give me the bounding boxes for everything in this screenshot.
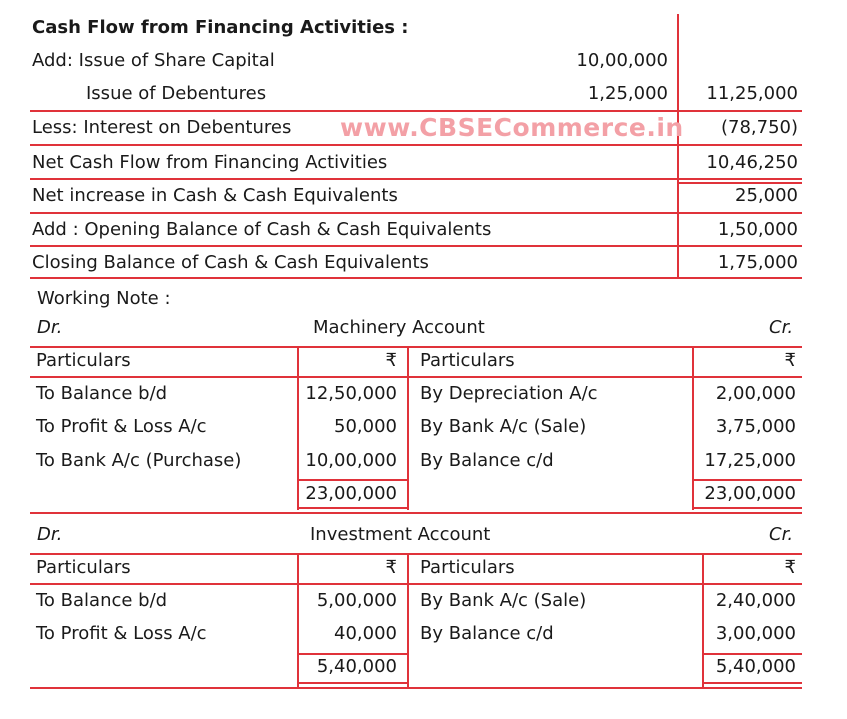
column-divider (407, 553, 409, 687)
column-divider (702, 553, 704, 687)
credit-total: 23,00,000 (704, 483, 796, 504)
row-amount: 1,25,000 (587, 83, 668, 104)
section-heading: Cash Flow from Financing Activities : (32, 17, 409, 38)
cr-label: Cr. (769, 317, 794, 338)
column-divider (407, 346, 409, 510)
row-label: Closing Balance of Cash & Cash Equivalents (32, 252, 429, 273)
total-rule (298, 479, 408, 481)
total-rule (703, 653, 802, 655)
account-title: Investment Account (310, 524, 491, 545)
credit-amount: 3,00,000 (715, 623, 796, 644)
table-bottom-rule (30, 687, 802, 689)
header-rupee: ₹ (784, 350, 796, 371)
header-particulars: Particulars (420, 557, 515, 578)
row-total: (78,750) (720, 117, 798, 138)
row-label: Net Cash Flow from Financing Activities (32, 152, 388, 173)
credit-amount: 3,75,000 (715, 416, 796, 437)
total-rule (693, 479, 802, 481)
cr-label: Cr. (769, 524, 794, 545)
account-title: Machinery Account (313, 317, 485, 338)
credit-particular: By Depreciation A/c (420, 383, 598, 404)
header-rule (30, 583, 802, 585)
double-underline (678, 182, 802, 184)
column-divider (692, 346, 694, 510)
row-label: Add : Opening Balance of Cash & Cash Equivalents (32, 219, 492, 240)
total-rule (298, 653, 408, 655)
table-bottom-rule (30, 512, 802, 514)
total-double-rule (298, 682, 408, 684)
credit-particular: By Balance c/d (420, 623, 554, 644)
table-top-rule (30, 346, 802, 348)
debit-amount: 10,00,000 (305, 450, 397, 471)
column-divider (677, 14, 679, 278)
debit-amount: 5,00,000 (316, 590, 397, 611)
debit-total: 23,00,000 (305, 483, 397, 504)
credit-amount: 2,40,000 (715, 590, 796, 611)
dr-label: Dr. (37, 317, 63, 338)
row-total: 1,50,000 (717, 219, 798, 240)
row-total: 11,25,000 (706, 83, 798, 104)
debit-particular: To Balance b/d (36, 590, 168, 611)
debit-particular: To Bank A/c (Purchase) (36, 450, 242, 471)
column-divider (297, 553, 299, 687)
row-divider (30, 144, 802, 146)
row-total: 10,46,250 (706, 152, 798, 173)
credit-particular: By Bank A/c (Sale) (420, 416, 587, 437)
debit-amount: 40,000 (334, 623, 397, 644)
row-total: 1,75,000 (717, 252, 798, 273)
header-particulars: Particulars (36, 557, 131, 578)
row-divider (30, 110, 802, 112)
credit-particular: By Bank A/c (Sale) (420, 590, 587, 611)
debit-particular: To Profit & Loss A/c (36, 623, 207, 644)
header-particulars: Particulars (36, 350, 131, 371)
credit-particular: By Balance c/d (420, 450, 554, 471)
row-divider (30, 212, 802, 214)
header-rupee: ₹ (385, 557, 397, 578)
credit-amount: 2,00,000 (715, 383, 796, 404)
credit-total: 5,40,000 (715, 656, 796, 677)
row-divider (30, 245, 802, 247)
working-note-label: Working Note : (37, 288, 171, 309)
total-double-rule (703, 682, 802, 684)
header-rupee: ₹ (784, 557, 796, 578)
debit-total: 5,40,000 (316, 656, 397, 677)
column-divider (297, 346, 299, 510)
debit-particular: To Balance b/d (36, 383, 168, 404)
row-label: Less: Interest on Debentures (32, 117, 292, 138)
total-double-rule (298, 507, 408, 509)
debit-particular: To Profit & Loss A/c (36, 416, 207, 437)
row-amount: 10,00,000 (576, 50, 668, 71)
debit-amount: 12,50,000 (305, 383, 397, 404)
watermark: www.CBSECommerce.in (340, 113, 684, 142)
row-label: Net increase in Cash & Cash Equivalents (32, 185, 398, 206)
table-top-rule (30, 553, 802, 555)
row-divider (30, 277, 802, 279)
row-total: 25,000 (735, 185, 798, 206)
header-rule (30, 376, 802, 378)
row-label: Issue of Debentures (86, 83, 267, 104)
total-double-rule (693, 507, 802, 509)
credit-amount: 17,25,000 (704, 450, 796, 471)
header-particulars: Particulars (420, 350, 515, 371)
row-label: Add: Issue of Share Capital (32, 50, 275, 71)
debit-amount: 50,000 (334, 416, 397, 437)
row-divider (30, 178, 802, 180)
header-rupee: ₹ (385, 350, 397, 371)
dr-label: Dr. (37, 524, 63, 545)
